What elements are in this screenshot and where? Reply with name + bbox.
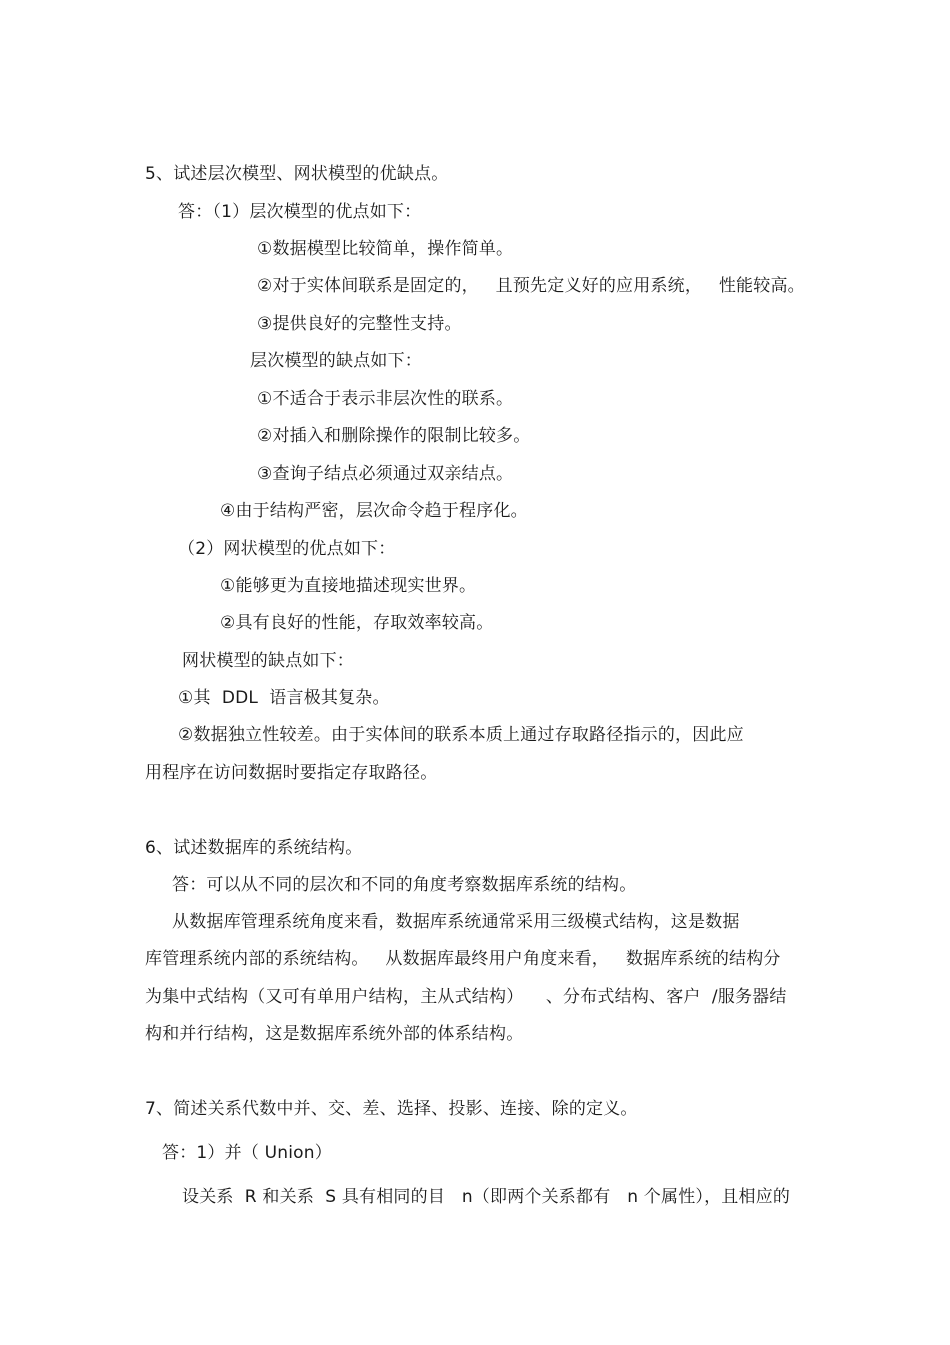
q5-net-adv-1: ①能够更为直接地描述现实世界。 bbox=[220, 576, 477, 596]
q5-net-disadv-title: 网状模型的缺点如下： bbox=[182, 651, 354, 671]
q5-net-adv-title: （2）网状模型的优点如下： bbox=[178, 539, 396, 559]
q5-answer-intro: 答：（1）层次模型的优点如下： bbox=[178, 202, 422, 222]
q7-title: 7、简述关系代数中并、交、差、选择、投影、连接、除的定义。 bbox=[145, 1099, 638, 1119]
q5-hier-disadv-1: ①不适合于表示非层次性的联系。 bbox=[257, 389, 514, 409]
q5-hier-adv-3: ③提供良好的完整性支持。 bbox=[257, 314, 462, 334]
q5-hier-adv-1: ①数据模型比较简单，操作简单。 bbox=[257, 239, 514, 259]
q6-para-line-4: 构和并行结构，这是数据库系统外部的体系结构。 bbox=[145, 1024, 524, 1044]
q6-answer: 答：可以从不同的层次和不同的角度考察数据库系统的结构。 bbox=[172, 875, 637, 895]
q5-hier-disadv-title: 层次模型的缺点如下： bbox=[250, 351, 422, 371]
q5-hier-disadv-3: ③查询子结点必须通过双亲结点。 bbox=[257, 464, 514, 484]
q6-para-line-1: 从数据库管理系统角度来看，数据库系统通常采用三级模式结构，这是数据 bbox=[172, 912, 740, 932]
q5-net-disadv-1: ①其 DDL 语言极其复杂。 bbox=[178, 688, 390, 708]
q7-answer: 答：1）并（ Union） bbox=[162, 1143, 332, 1163]
q6-para-line-2: 库管理系统内部的系统结构。 从数据库最终用户角度来看， 数据库系统的结构分 bbox=[145, 949, 781, 969]
q5-hier-adv-2: ②对于实体间联系是固定的， 且预先定义好的应用系统， 性能较高。 bbox=[257, 276, 805, 296]
q7-para: 设关系 R 和关系 S 具有相同的目 n（即两个关系都有 n 个属性），且相应的 bbox=[182, 1187, 791, 1207]
q6-title: 6、试述数据库的系统结构。 bbox=[145, 838, 363, 858]
q5-hier-disadv-2: ②对插入和删除操作的限制比较多。 bbox=[257, 426, 531, 446]
q5-title: 5、试述层次模型、网状模型的优缺点。 bbox=[145, 164, 449, 184]
q6-para-line-3: 为集中式结构（又可有单用户结构，主从式结构） 、分布式结构、客户 /服务器结 bbox=[145, 987, 787, 1007]
q5-hier-disadv-4: ④由于结构严密，层次命令趋于程序化。 bbox=[220, 501, 528, 521]
q5-net-disadv-2: ②数据独立性较差。由于实体间的联系本质上通过存取路径指示的，因此应 bbox=[178, 725, 744, 745]
q5-net-disadv-2-cont: 用程序在访问数据时要指定存取路径。 bbox=[145, 763, 438, 783]
q5-net-adv-2: ②具有良好的性能，存取效率较高。 bbox=[220, 613, 494, 633]
